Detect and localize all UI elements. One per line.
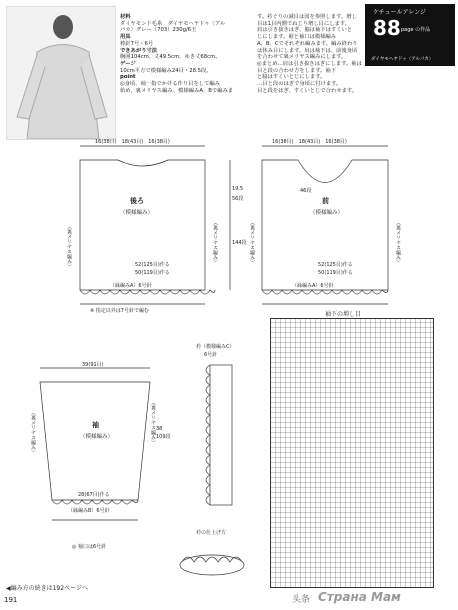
instruction-line: は休み目にします。肩は袖下は、前後身頃 — [257, 47, 358, 54]
gauge-heading: ゲージ — [120, 60, 136, 67]
front-top-dims: 16(38目) 18(43目) 16(38目) — [272, 139, 347, 145]
badge-sub: ダイヤモヘヤドゥ〈アルパカ〉 — [371, 57, 434, 62]
sleeve-outline — [40, 382, 150, 500]
instruction-line: 目は1目内側でねじり増し目にします。 — [257, 20, 350, 27]
sleeve-top-width: 39(91目) — [82, 362, 104, 368]
sleeve-bottom-width: 28(67目)作る — [78, 492, 110, 498]
dim-56: 56段 — [232, 196, 244, 202]
back-top-dims: 16(38目) 18(43目) 16(38目) — [95, 139, 170, 145]
sleeve-title: 袖 — [92, 421, 99, 429]
back-subtitle: （模様編み） — [120, 210, 154, 216]
sleeve-reverse-right: （裏メリヤス編み） — [150, 400, 156, 445]
stitch-chart-grid — [270, 318, 434, 588]
instruction-line: …目と段のはぎで身頃に付けます。 — [257, 81, 342, 88]
back-reverse-label: （裏メリヤス編み） — [66, 224, 72, 269]
back-width-cast2: 50(119目)作る — [135, 270, 170, 276]
collar-title: 衿（模様編みC） — [196, 344, 235, 350]
collar-method: 衿の仕上げ方 — [196, 530, 227, 536]
tools-heading: 用具 — [120, 34, 131, 41]
sleeve-subtitle: （模様編み） — [80, 434, 114, 440]
back-hem-label: （縁編みA）6号針 — [110, 283, 152, 289]
dim-19-5: 19.5 — [232, 186, 244, 192]
instruction-line: を合わせて裏メリヤス編みにします。 — [257, 54, 347, 61]
collar-finish-shape — [180, 555, 244, 575]
instruction-line: じにします。裾と袖口は模様編み — [257, 34, 337, 41]
size-heading: できあがり寸法 — [120, 47, 158, 54]
back-hem-scallop — [80, 290, 215, 294]
gauge-text: 10cm平方で模様編み24目・28.5段。 — [120, 67, 212, 74]
size-text: 胸囲104cm、丈49.5cm、ゆき丈68cm。 — [120, 54, 221, 61]
dim-144: 144段 — [232, 240, 247, 246]
tools-text: 棒針7号・6号 — [120, 40, 154, 47]
instruction-line: と脇はすくいとじにします。 — [257, 74, 326, 81]
front-subtitle: （模様編み） — [310, 210, 344, 216]
point-heading: point — [120, 74, 136, 81]
front-width-cast: 52(125目)作る — [318, 262, 353, 268]
instruction-line: ◎まとめ…肩は引き抜きはぎにします。袖は — [257, 60, 362, 67]
point-line1: ◎身頃、袖一指でかける作り目をして編み — [120, 81, 220, 88]
instruction-line: 肩は引き抜きはぎ、脇は袖下はすくいと — [257, 27, 353, 34]
dim-46: 46段 — [300, 188, 312, 194]
front-hem-label: （縁編みA）6号針 — [292, 283, 334, 289]
instruction-line: A、B、Cでそれぞれ編みます。編み終わり — [257, 40, 358, 47]
materials-heading: 材料 — [120, 14, 131, 20]
watermark-source: 头条 — [292, 595, 311, 605]
note-sleeve: ◎ 袖口は6号針 — [72, 544, 107, 550]
instruction-line: 目と段をはぎ、すくいとじで合わせます。 — [257, 87, 358, 94]
page-number: 191 — [4, 596, 18, 604]
continue-note: ◀編み方の続きは192ページへ — [6, 585, 88, 592]
watermark: Страна Мам — [318, 590, 401, 604]
instruction-line: 目と段の合わせ方をします。袖下 — [257, 67, 337, 74]
sleeve-dim-109: 109段 — [156, 434, 171, 440]
badge-number: 88 — [373, 16, 401, 40]
chart-title: 袖下の増し目 — [325, 311, 362, 318]
front-title: 前 — [322, 197, 329, 205]
badge-label: ケチュールアレンジ — [373, 9, 426, 16]
materials-line1: ダイヤモンド毛糸 ダイヤモヘヤドゥ〈アル — [120, 20, 226, 27]
back-reverse-label-right: （裏メリヤス編み） — [212, 220, 218, 265]
front-reverse-label: （裏メリヤス編み） — [249, 220, 255, 265]
back-title: 後ろ — [130, 197, 144, 205]
note-back: ※ 指定以外は7号針で編む — [90, 308, 149, 314]
sleeve-dim-38: 38 — [156, 426, 163, 432]
front-reverse-label-right: （裏メリヤス編み） — [395, 220, 401, 265]
sleeve-hem-scallop — [52, 500, 138, 504]
sleeve-hem-label: （縁編みB）6号針 — [68, 508, 110, 514]
collar-scallop — [206, 365, 210, 505]
point-line2: 始め、裏メリヤス編み、模様編みA、Bで編みま — [120, 87, 234, 94]
badge-page: page の作品 — [401, 27, 431, 33]
sleeve-reverse-left: （裏メリヤス編み） — [30, 410, 36, 455]
collar-subtitle: 6号針 — [204, 352, 218, 358]
instruction-line: す。衿ぐりの減目は図を参照します。増し — [257, 14, 357, 20]
materials-line2: パカ〉グレー（703）230g/6玉 — [120, 27, 197, 34]
back-width-cast: 52(125目)作る — [135, 262, 170, 268]
collar-strip — [210, 365, 232, 505]
front-width-cast2: 50(119目)作る — [318, 270, 353, 276]
front-hem-scallop — [262, 290, 388, 294]
